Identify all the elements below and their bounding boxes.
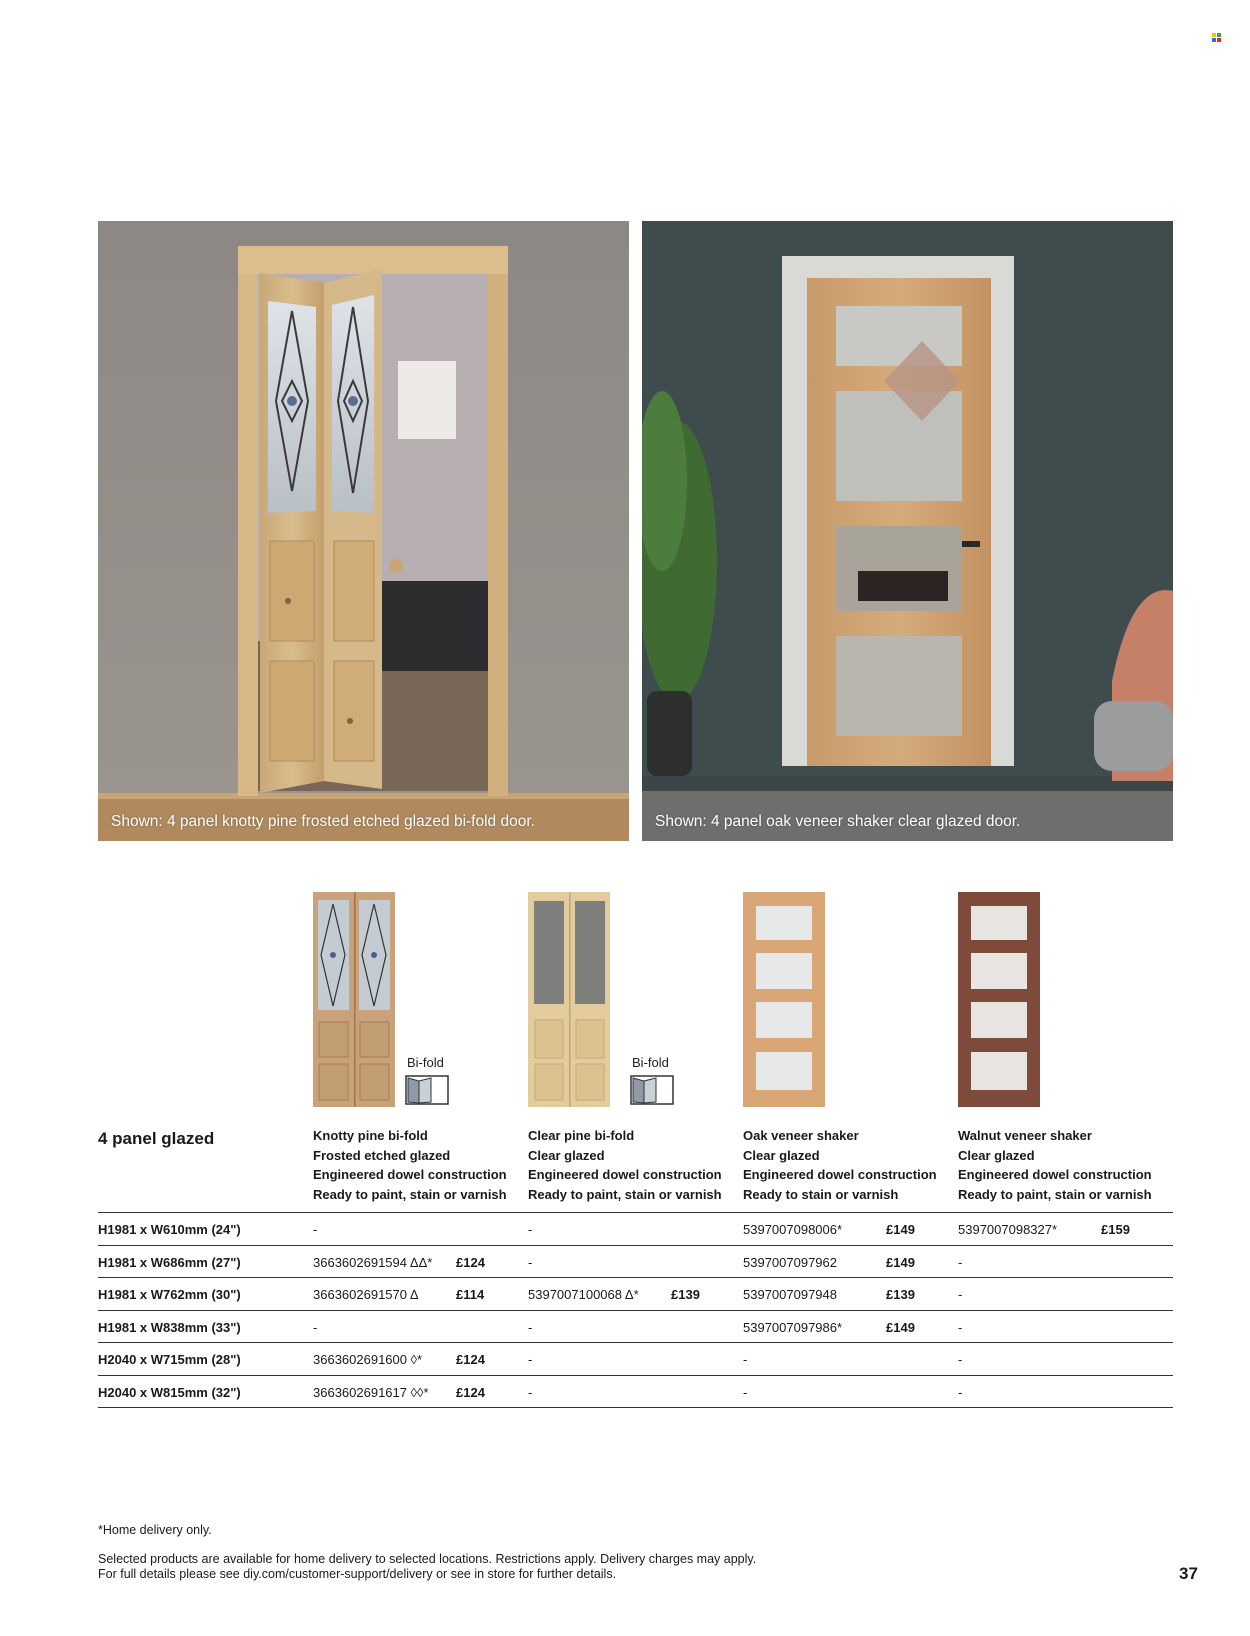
hero-caption-right: Shown: 4 panel oak veneer shaker clear glazed door.: [655, 813, 1021, 830]
bifold-tag: [405, 1055, 465, 1106]
product-spec-walnut-shaker: Walnut veneer shaker Clear glazed Engineered dowel construction Ready to paint, stain or varnish: [958, 1128, 1152, 1202]
price-table: [98, 1212, 1173, 1408]
page-number: 37: [1179, 1564, 1198, 1583]
table-row: H1981 x W762mm (30") 3663602691570 Δ £114 5397007100068 Δ* £139 5397007097948 £139 -: [98, 1278, 1173, 1311]
bifold-icon: [405, 1074, 449, 1106]
bifold-tag: [630, 1055, 690, 1106]
hero-caption-left: Shown: 4 panel knotty pine frosted etched glazed bi-fold door.: [111, 813, 535, 830]
table-row: H2040 x W715mm (28") 3663602691600 ◊* £124 - - -: [98, 1343, 1173, 1376]
brand-mark-icon: [1212, 33, 1221, 42]
hero-image-shaker-door: [642, 221, 1173, 841]
footnote-home-delivery: *Home delivery only.: [98, 1523, 212, 1537]
hero-image-bifold-door: [98, 221, 629, 841]
table-row: H2040 x W815mm (32") 3663602691617 ◊◊* £124 - - -: [98, 1376, 1173, 1409]
table-row: H1981 x W610mm (24") - - 5397007098006* £149 5397007098327* £159: [98, 1213, 1173, 1246]
product-spec-knotty-pine: Knotty pine bi-fold Frosted etched glazed Engineered dowel construction Ready to paint, stain or varnish: [313, 1128, 507, 1202]
bifold-label: Bi-fold: [632, 1055, 669, 1070]
bifold-label: Bi-fold: [407, 1055, 444, 1070]
product-image-oak-shaker: [743, 892, 825, 1107]
table-row: H1981 x W686mm (27") 3663602691594 ΔΔ* £124 - 5397007097962 £149 -: [98, 1246, 1173, 1279]
table-row: H1981 x W838mm (33") - - 5397007097986* £149 -: [98, 1311, 1173, 1344]
product-image-clear-pine-bifold: [528, 892, 610, 1107]
product-spec-oak-shaker: Oak veneer shaker Clear glazed Engineered dowel construction Ready to stain or varnish: [743, 1128, 937, 1202]
product-image-knotty-pine-bifold: [313, 892, 395, 1107]
delivery-disclaimer: Selected products are available for home delivery to selected locations. Restrictions apply. Delivery charges may apply. For full details please see diy.com/customer-support/delivery or see in store for further details.: [98, 1552, 757, 1581]
product-spec-clear-pine: Clear pine bi-fold Clear glazed Engineered dowel construction Ready to paint, stain or varnish: [528, 1128, 722, 1202]
product-image-walnut-shaker: [958, 892, 1040, 1107]
section-title: 4 panel glazed: [98, 1129, 215, 1148]
bifold-icon: [630, 1074, 674, 1106]
